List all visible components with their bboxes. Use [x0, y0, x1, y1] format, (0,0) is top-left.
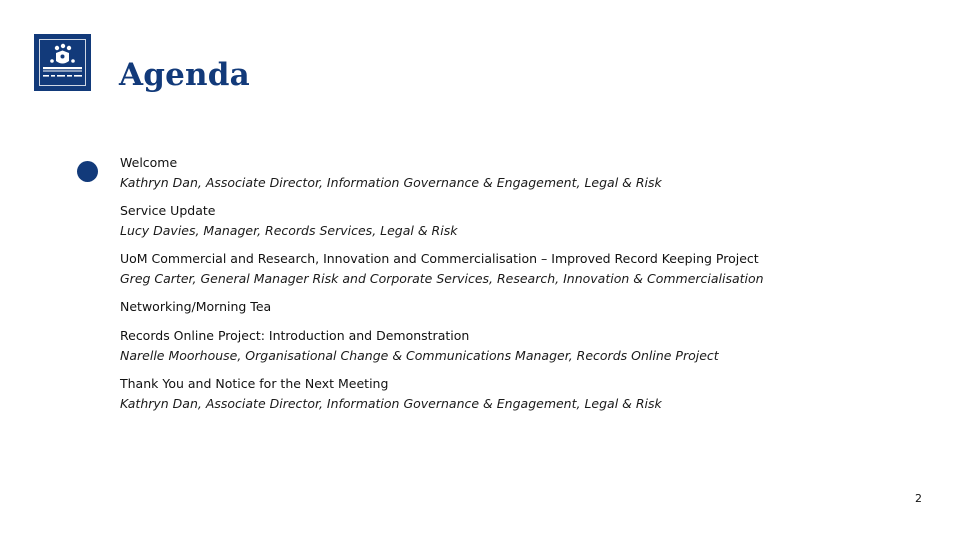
- agenda-item-presenter: Lucy Davies, Manager, Records Services, Legal & Risk: [120, 223, 458, 238]
- agenda-item-title: Service Update: [120, 203, 216, 218]
- agenda-item-presenter: Kathryn Dan, Associate Director, Information Governance & Engagement, Legal & Risk: [120, 175, 662, 190]
- agenda-item-title: Welcome: [120, 155, 178, 170]
- agenda-item-presenter: Kathryn Dan, Associate Director, Information Governance & Engagement, Legal & Risk: [120, 396, 662, 411]
- agenda-item-welcome: [120, 153, 920, 192]
- page-title: Agenda: [119, 57, 250, 93]
- agenda-item-thank-you: [120, 374, 920, 413]
- agenda-list: [120, 153, 920, 422]
- crest-graphic: [39, 39, 86, 86]
- agenda-item-uom-commercial: [120, 249, 920, 288]
- circle-bullet-icon: [77, 161, 98, 182]
- agenda-item-records-online: [120, 326, 920, 365]
- agenda-item-title: Thank You and Notice for the Next Meeting: [120, 376, 389, 391]
- university-crest-icon: [34, 34, 91, 91]
- agenda-item-presenter: Narelle Moorhouse, Organisational Change & Communications Manager, Records Online Project: [120, 348, 719, 363]
- agenda-item-title: Networking/Morning Tea: [120, 299, 272, 314]
- page-number: 2: [915, 492, 922, 505]
- agenda-item-title: Records Online Project: Introduction and Demonstration: [120, 328, 470, 343]
- agenda-item-presenter: Greg Carter, General Manager Risk and Corporate Services, Research, Innovation & Commercialisation: [120, 271, 764, 286]
- agenda-item-title: UoM Commercial and Research, Innovation and Commercialisation – Improved Record Keeping Project: [120, 251, 759, 266]
- agenda-item-service-update: [120, 201, 920, 240]
- agenda-item-networking: [120, 297, 920, 317]
